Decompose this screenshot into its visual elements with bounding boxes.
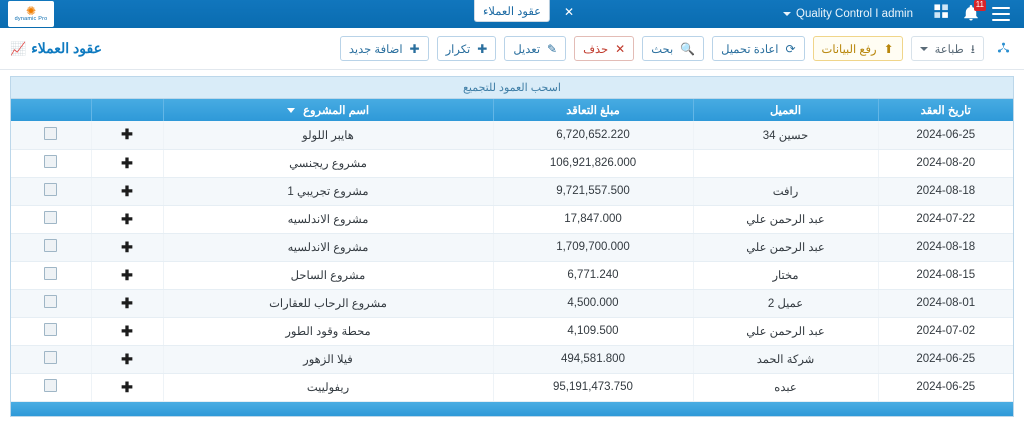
row-expand-button[interactable] <box>91 121 163 149</box>
bell-icon[interactable] <box>960 0 984 24</box>
contract-chart-icon: 📈 <box>10 40 27 56</box>
column-header-date[interactable]: تاريخ العقد <box>878 99 1013 121</box>
upload-data-button[interactable] <box>813 36 903 61</box>
edit-label: تعديل <box>513 43 541 56</box>
cell-amount: 1,709,700.000 <box>493 233 693 261</box>
cell-client: عبد الرحمن علي <box>693 233 878 261</box>
upload-label: رفع البيانات <box>821 43 877 56</box>
cell-project: هايبر اللولو <box>163 121 493 149</box>
user-menu-label: Quality Control I admin <box>796 8 913 20</box>
page-title-label: عقود العملاء <box>31 40 102 56</box>
row-checkbox[interactable] <box>44 267 57 280</box>
row-select-cell[interactable] <box>11 289 91 317</box>
cell-client: عبد الرحمن علي <box>693 317 878 345</box>
print-chevron-down-icon <box>920 47 928 51</box>
sort-desc-icon <box>287 108 295 113</box>
cell-amount: 17,847.000 <box>493 205 693 233</box>
cell-client: عميل 2 <box>693 289 878 317</box>
row-checkbox[interactable] <box>44 155 57 168</box>
row-checkbox[interactable] <box>44 127 57 140</box>
tab-label: عقود العملاء <box>482 5 542 18</box>
refresh-icon: ⟳ <box>785 41 796 56</box>
row-select-cell[interactable] <box>11 317 91 345</box>
cell-project: مشروع الاندلسيه <box>163 233 493 261</box>
delete-button[interactable] <box>574 36 634 61</box>
tab-customer-contracts[interactable] <box>474 0 550 22</box>
row-expand-button[interactable] <box>91 205 163 233</box>
cell-date: 2024-07-22 <box>878 205 1013 233</box>
plus-icon: ✚ <box>121 266 133 283</box>
edit-button[interactable] <box>504 36 566 61</box>
cell-project: مشروع ريجنسي <box>163 149 493 177</box>
cell-amount: 95,191,473.750 <box>493 373 693 401</box>
print-button[interactable] <box>911 36 984 61</box>
chevron-down-icon <box>783 12 791 16</box>
duplicate-label: تكرار <box>445 43 471 56</box>
tab-close-icon[interactable]: ✕ <box>564 5 575 19</box>
table-row[interactable] <box>11 149 1013 177</box>
table-row[interactable] <box>11 289 1013 317</box>
row-select-cell[interactable] <box>11 205 91 233</box>
table-row[interactable] <box>11 233 1013 261</box>
contracts-table <box>11 99 1013 402</box>
top-bar-right-group <box>8 1 54 27</box>
add-new-button[interactable] <box>340 36 429 61</box>
grid-apps-glyph-icon <box>933 3 950 20</box>
search-icon: 🔍 <box>680 41 696 56</box>
cell-amount: 6,771.240 <box>493 261 693 289</box>
search-button[interactable] <box>642 36 704 61</box>
row-expand-button[interactable] <box>91 373 163 401</box>
cell-date: 2024-07-02 <box>878 317 1013 345</box>
row-checkbox[interactable] <box>44 351 57 364</box>
row-expand-button[interactable] <box>91 149 163 177</box>
cell-client <box>693 149 878 177</box>
print-label: طباعة <box>934 43 964 56</box>
app-logo <box>8 1 54 27</box>
page-title <box>10 40 102 57</box>
cell-project: مشروع الساحل <box>163 261 493 289</box>
logo-text: dynamic Pro <box>14 16 48 23</box>
table-header <box>11 99 1013 121</box>
close-icon: ✕ <box>615 41 626 56</box>
plus-icon: ✚ <box>121 154 133 171</box>
cell-project: محطة وقود الطور <box>163 317 493 345</box>
logo-swirl-icon: ✺ <box>25 4 37 19</box>
cell-client: عبد الرحمن علي <box>693 205 878 233</box>
plus-icon: ✚ <box>409 41 420 56</box>
row-select-cell[interactable] <box>11 345 91 373</box>
row-expand-button[interactable] <box>91 261 163 289</box>
cell-client: شركة الحمد <box>693 345 878 373</box>
cell-amount: 494,581.800 <box>493 345 693 373</box>
row-expand-button[interactable] <box>91 317 163 345</box>
row-select-cell[interactable] <box>11 177 91 205</box>
cell-client: حسين 34 <box>693 121 878 149</box>
cell-amount: 9,721,557.500 <box>493 177 693 205</box>
cell-date: 2024-08-20 <box>878 149 1013 177</box>
cell-project: ريفولييت <box>163 373 493 401</box>
print-icon: ⭳ <box>970 41 975 56</box>
column-header-select <box>11 99 91 121</box>
row-select-cell[interactable] <box>11 121 91 149</box>
row-checkbox[interactable] <box>44 211 57 224</box>
row-expand-button[interactable] <box>91 289 163 317</box>
plus-icon: ✚ <box>121 350 133 367</box>
cell-amount: 4,500.000 <box>493 289 693 317</box>
top-bar <box>0 0 1024 28</box>
cell-project: مشروع تجريبي 1 <box>163 177 493 205</box>
table-row[interactable] <box>11 345 1013 373</box>
row-expand-button[interactable] <box>91 177 163 205</box>
cell-amount: 106,921,826.000 <box>493 149 693 177</box>
row-expand-button[interactable] <box>91 345 163 373</box>
data-grid <box>10 76 1014 417</box>
settings-dots-glyph-icon <box>996 41 1011 56</box>
column-header-client[interactable]: العميل <box>693 99 878 121</box>
cell-client: رافت <box>693 177 878 205</box>
row-select-cell[interactable] <box>11 373 91 401</box>
upload-icon: ⬆ <box>883 41 894 56</box>
table-row[interactable] <box>11 261 1013 289</box>
grid-apps-icon[interactable] <box>933 3 950 25</box>
delete-label: حذف <box>583 43 609 56</box>
cell-project: فيلا الزهور <box>163 345 493 373</box>
cell-project: مشروع الرحاب للعقارات <box>163 289 493 317</box>
group-panel[interactable]: اسحب العمود للتجميع <box>11 77 1013 99</box>
cell-date: 2024-08-15 <box>878 261 1013 289</box>
cell-date: 2024-08-18 <box>878 233 1013 261</box>
add-new-label: اضافة جديد <box>348 43 403 56</box>
cell-date: 2024-06-25 <box>878 121 1013 149</box>
row-select-cell[interactable] <box>11 149 91 177</box>
cell-client: عبده <box>693 373 878 401</box>
pencil-icon: ✎ <box>547 41 558 56</box>
table-row[interactable] <box>11 205 1013 233</box>
plus-icon: ✚ <box>477 41 488 56</box>
column-header-expand <box>91 99 163 121</box>
table-row[interactable] <box>11 121 1013 149</box>
cell-project: مشروع الاندلسيه <box>163 205 493 233</box>
table-body <box>11 121 1013 401</box>
top-bar-left-group <box>783 0 1020 25</box>
grid-footer-bar <box>11 402 1013 416</box>
table-row[interactable] <box>11 317 1013 345</box>
settings-dots-icon[interactable] <box>992 38 1014 60</box>
column-header-amount[interactable]: مبلغ التعاقد <box>493 99 693 121</box>
reload-label: اعادة تحميل <box>721 43 779 56</box>
notification-badge: 11 <box>975 0 984 9</box>
plus-icon: ✚ <box>121 378 133 395</box>
cell-date: 2024-08-01 <box>878 289 1013 317</box>
row-checkbox[interactable] <box>44 295 57 308</box>
row-checkbox[interactable] <box>44 323 57 336</box>
table-row[interactable] <box>11 373 1013 401</box>
reload-button[interactable] <box>712 36 804 61</box>
table-row[interactable] <box>11 177 1013 205</box>
cell-amount: 4,109.500 <box>493 317 693 345</box>
column-header-project-label: اسم المشروع <box>303 105 370 117</box>
row-expand-button[interactable] <box>91 233 163 261</box>
toolbar <box>0 28 1024 70</box>
column-header-project[interactable] <box>163 99 493 121</box>
search-label: بحث <box>651 43 674 56</box>
plus-icon: ✚ <box>121 210 133 227</box>
cell-date: 2024-06-25 <box>878 345 1013 373</box>
cell-date: 2024-08-18 <box>878 177 1013 205</box>
plus-icon: ✚ <box>121 182 133 199</box>
cell-date: 2024-06-25 <box>878 373 1013 401</box>
cell-amount: 6,720,652.220 <box>493 121 693 149</box>
hamburger-icon[interactable] <box>992 7 1010 21</box>
plus-icon: ✚ <box>121 322 133 339</box>
row-checkbox[interactable] <box>44 183 57 196</box>
plus-icon: ✚ <box>121 294 133 311</box>
row-select-cell[interactable] <box>11 261 91 289</box>
cell-client: مختار <box>693 261 878 289</box>
row-checkbox[interactable] <box>44 239 57 252</box>
table-header-row <box>11 99 1013 121</box>
row-checkbox[interactable] <box>44 379 57 392</box>
plus-icon: ✚ <box>121 238 133 255</box>
duplicate-button[interactable] <box>437 36 497 61</box>
plus-icon: ✚ <box>121 126 133 143</box>
user-menu[interactable] <box>783 8 913 20</box>
row-select-cell[interactable] <box>11 233 91 261</box>
